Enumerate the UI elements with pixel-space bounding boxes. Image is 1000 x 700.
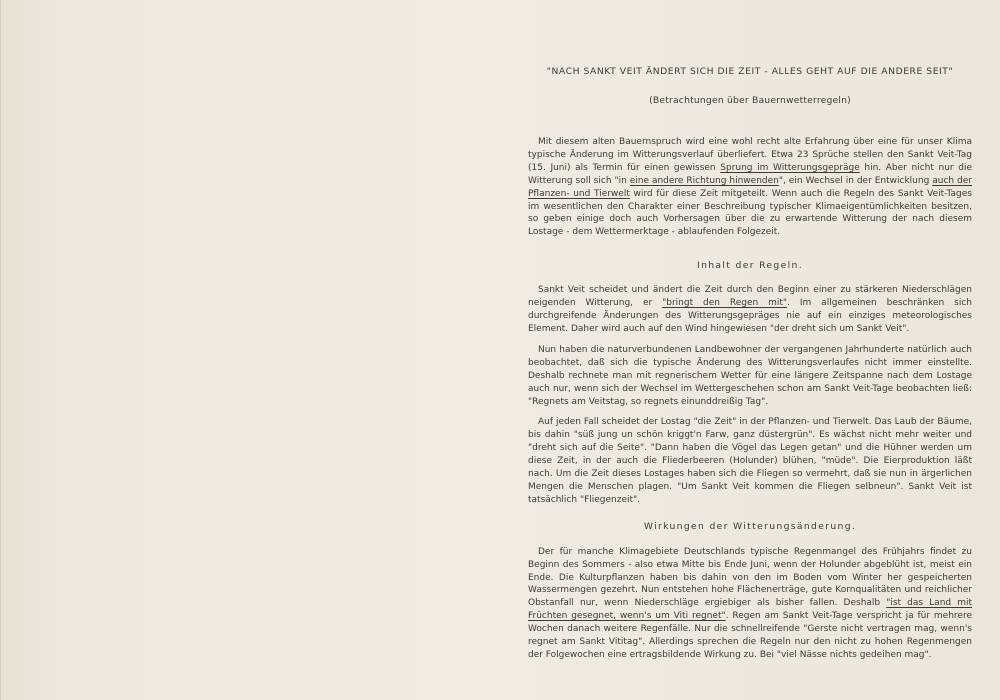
- section-heading-effects: Wirkungen der Witterungsänderung.: [643, 520, 857, 532]
- underlined-phrase: Sprung im Witterungsgepräge: [720, 162, 860, 173]
- page-edge: [0, 0, 1, 700]
- document-subtitle: (Betrachtungen über Bauernwetterregeln): [649, 95, 851, 106]
- rules-paragraph-1: [528, 284, 972, 336]
- underlined-phrase: auch der Pflanzen- und Tierwelt: [528, 175, 972, 199]
- text-run: . Regen am Sankt Veit-Tage verspricht ja für mehrere Wochen danach weitere Regenfälle. Nur die schnellreifende "Gerste nicht vertragen mag, wenn's regnet am Sankt Vititag". Allerdings sprechen die Regeln nur den nicht zu hohen Regenmengen der Folgewochen eine ertragsbildende Wirkung zu. Bei "viel Nässe nichts gedeihen mag".: [528, 611, 972, 660]
- text-run: wird für diese Zeit mitgeteilt. Wenn auch die Regeln des Sankt Veit-Tages im wesentlichen den Charakter einer Beschreibung typischer Klimaeigentümlichkeiten besitzen, so geben einige doch auch Vorhersagen über die zu erwartende Witterung der nach diesem Lostage - dem Wettermerktage - ablaufenden Folgezeit.: [528, 188, 972, 238]
- text-run: hin. Aber nicht nur die Witterung soll sich "in: [528, 162, 972, 186]
- intro-paragraph: [528, 136, 972, 239]
- text-column: [528, 66, 972, 670]
- text-run: Der für manche Klimagebiete Deutschlands typische Regenmangel des Frühjahrs findet zu Beginn des Sommers - also etwa Mitte bis Ende Juni, wenn der Holunder abgeblüht ist, meist ein Ende. Die Kulturpflanzen haben bis dahin von den im Boden vom Winter her gespeicherten Wassermengen gezehrt. Nun entstehen hohe Flächenerträge, gute Kornqualitäten und reichlicher Obstanfall nur, wenn Niederschläge ergiebiger als bisher fallen. Deshalb: [528, 546, 972, 609]
- text-run: Sankt Veit scheidet und ändert die Zeit durch den Beginn einer zu stärkeren Niederschlägen neigenden Witterung, er: [528, 285, 972, 309]
- section-heading-rules: Inhalt der Regeln.: [697, 260, 803, 272]
- text-run: ", ein Wechsel in der Entwicklung: [778, 175, 933, 186]
- underlined-phrase: "ist das Land mit Früchten gesegnet, wenn's um Viti regnet": [528, 598, 972, 622]
- document-title: "NACH SANKT VEIT ÄNDERT SICH DIE ZEIT - ALLES GEHT AUF DIE ANDERE SEIT": [546, 66, 954, 77]
- underlined-phrase: "bringt den Regen mit": [662, 298, 788, 309]
- text-run: . Im allgemeinen beschränken sich durchgreifende Änderungen des Witterungsgepräges nie auf ein einziges meteorologisches Element. Daher wird auch auf den Wind hingewiesen "der dreht sich um Sankt Veit".: [528, 298, 973, 334]
- effects-paragraph: [528, 546, 972, 662]
- underlined-phrase: eine andere Richtung hinwenden: [629, 175, 779, 186]
- rules-paragraph-3: Auf jeden Fall scheidet der Lostag "die Zeit" in der Pflanzen- und Tierwelt. Das Laub der Bäume, bis dahin "süß jung un schön kriggt'n Farw, ganz düstergrün". Es wächst nicht mehr weiter und "dreht sich auf die Seite". "Dann haben die Vögel das Legen getan" und die Hühner werden um diese Zeit, in der auch die Fliederbeeren (Holunder) blühen, "müde". Die Eierproduktion läßt nach. Um die Zeit dieses Lostages haben sich die Fliegen so vermehrt, daß sie nun in ärgerlichen Mengen die Menschen plagen. "Um Sankt Veit kommen die Fliegen selbneun". Sankt Veit ist tatsächlich "Fliegenzeit".: [528, 417, 972, 505]
- rules-paragraph-2: Nun haben die naturverbundenen Landbewohner der vergangenen Jahrhunderte natürlich auch beobachtet, daß sich die typische Änderung des Witterungsverlaufes nicht immer einstellte. Deshalb rechnete man mit regnerischem Wetter für eine längere Zeitspanne nach dem Lostage auch nur, wenn sich der Wechsel im Wettergeschehen schon am Sankt Veit-Tage beobachten ließ: "Regnets am Veitstag, so regnets einunddreißig Tag".: [528, 344, 972, 407]
- text-run: Mit diesem alten Bauernspruch wird eine wohl recht alte Erfahrung über eine für unser Klima typische Änderung im Witterungsverlauf überliefert. Etwa 23 Sprüche stellen den Sankt Veit-Tag (15. Juni) als Termin für einen gewissen: [528, 137, 972, 173]
